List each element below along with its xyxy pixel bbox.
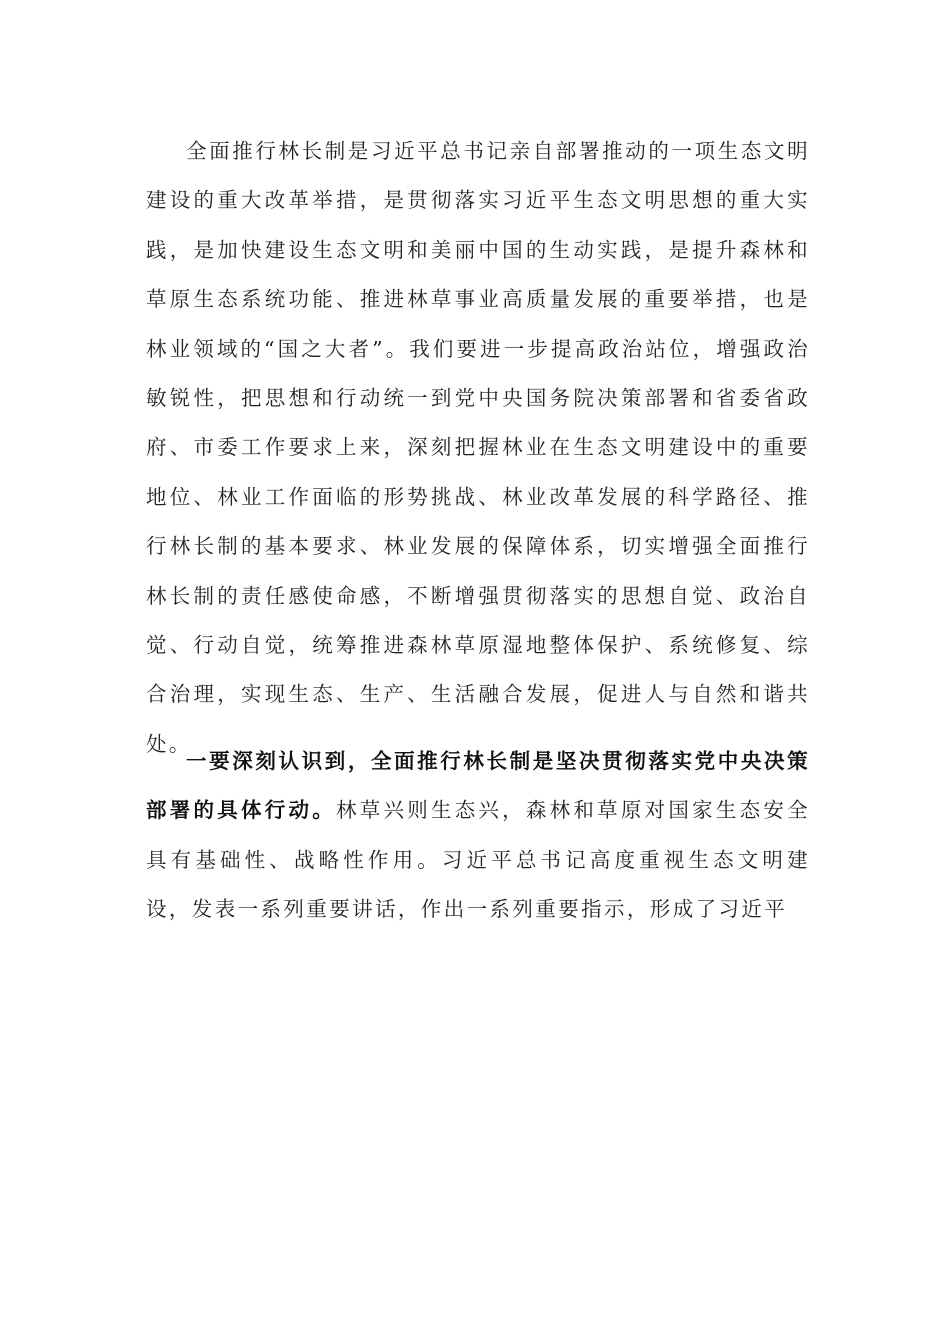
paragraph-intro: 全面推行林长制是习近平总书记亲自部署推动的一项生态文明建设的重大改革举措，是贯彻落实习近平生态文明思想的重大实践，是加快建设生态文明和美丽中国的生动实践，是提升森林和草原生态系统功能、推进林草事业高质量发展的重要举措，也是林业领域的“国之大者”。我们要进一步提高政治站位，增强政治敏锐性，把思想和行动统一到党中央国务院决策部署和省委省政府、市委工作要求上来，深刻把握林业在生态文明建设中的重要地位、林业工作面临的形势挑战、林业改革发展的科学路径、推行林长制的基本要求、林业发展的保障体系，切实增强全面推行林长制的责任感使命感，不断增强贯彻落实的思想自觉、政治自觉、行动自觉，统筹推进森林草原湿地整体保护、系统修复、综合治理，实现生态、生产、生活融合发展，促进人与自然和谐共处。: [146, 139, 810, 756]
paragraph-point-one-body: 林草兴则生态兴，森林和草原对国家生态安全具有基础性、战略性作用。习近平总书记高度重视生态文明建设，发表一系列重要讲话，作出一系列重要指示，形成了习近平: [146, 798, 811, 922]
paragraph-point-one-heading: 一要深刻认识到，全面推行林长制是坚决贯彻落实党中央决策部署的具体行动。: [146, 749, 810, 823]
paragraph-point-one: [146, 737, 810, 935]
